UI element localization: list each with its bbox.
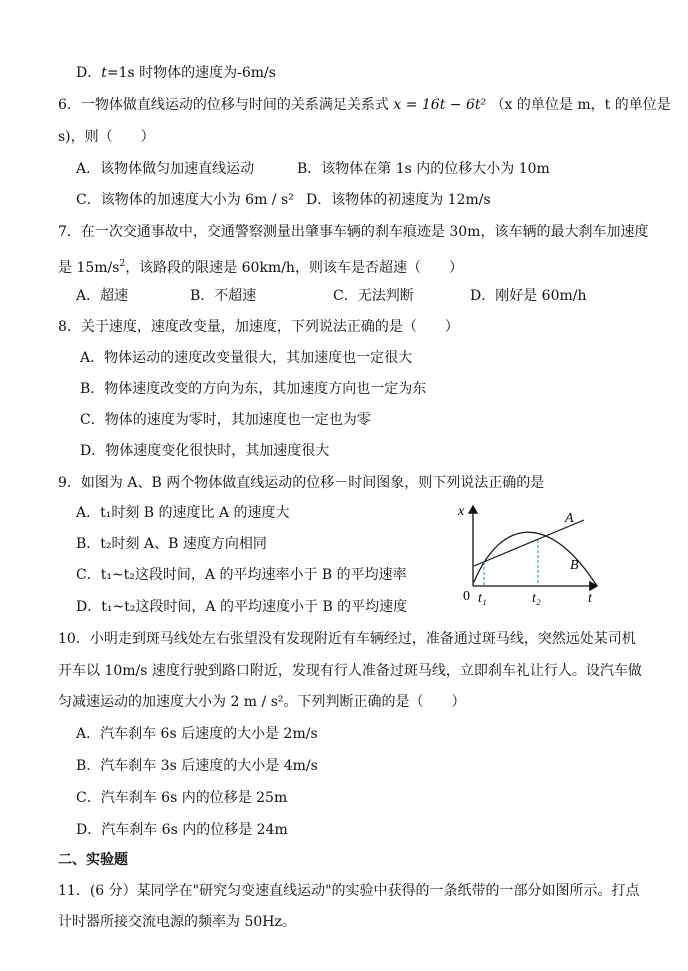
- q11-stem-cont: 计时器所接交流电源的频率为 50Hz。: [58, 914, 296, 930]
- q6-formula: x = 16t − 6t²: [393, 97, 487, 113]
- origin-label: 0: [463, 589, 470, 604]
- q8-option-d: D．物体速度变化很快时，其加速度很大: [80, 443, 330, 459]
- q6-option-a: A．该物体做匀加速直线运动: [76, 161, 255, 177]
- t1-label: t₁: [478, 591, 487, 606]
- q7-option-c: C．无法判断: [333, 288, 414, 304]
- xt-graph: [450, 498, 610, 610]
- q9-option-d: D．t₁~t₂这段时间，A 的平均速度小于 B 的平均速度: [76, 599, 408, 615]
- q7-option-a: A．超速: [76, 288, 129, 304]
- q10-option-a: A．汽车刹车 6s 后速度的大小是 2m/s: [76, 726, 318, 742]
- line-a: [474, 520, 584, 566]
- q6-stem: 6．一物体做直线运动的位移与时间的关系满足关系式 x = 16t − 6t² （x 的单位是 m，t 的单位是: [58, 97, 671, 113]
- q8-stem: 8．关于速度，速度改变量，加速度，下列说法正确的是（ ）: [58, 319, 459, 335]
- x-axis-label: t: [588, 591, 592, 606]
- y-axis-label: x: [458, 504, 465, 519]
- q6-option-b: B．该物体在第 1s 内的位移大小为 10m: [297, 161, 550, 177]
- q7-option-d: D．刚好是 60m/h: [470, 288, 587, 304]
- q10-option-d: D．汽车刹车 6s 内的位移是 24m: [76, 822, 288, 838]
- q10-option-c: C．汽车刹车 6s 内的位移是 25m: [76, 790, 288, 806]
- t2-label: t₂: [532, 591, 541, 606]
- q6-stem-cont: s)，则（ ）: [58, 129, 155, 145]
- q10-stem-cont1: 开车以 10m/s 速度行驶到路口附近，发现有行人准备过斑马线，立即刹车礼让行人。设汽车做: [58, 663, 642, 679]
- curve-b-label: B: [570, 558, 579, 573]
- q9-option-a: A．t₁时刻 B 的速度比 A 的速度大: [76, 505, 290, 521]
- q10-stem: 10．小明走到斑马线处左右张望没有发现附近有车辆经过，准备通过斑马线，突然远处某司机: [58, 631, 636, 647]
- q7-option-b: B．不超速: [190, 288, 257, 304]
- line-a-label: A: [565, 511, 574, 526]
- q7-stem-cont: 是 $15m/s^2$，该路段的限速是 60km/h，则该车是否超速（ ）: [58, 259, 463, 276]
- q11-stem: 11．(6 分）某同学在"研究匀变速直线运动"的实验中获得的一条纸带的一部分如图所示。打点: [58, 883, 640, 899]
- q8-option-b: B．物体速度改变的方向为东，其加速度方向也一定为东: [80, 381, 427, 397]
- q7-stem: 7．在一次交通事故中，交通警察测量出肇事车辆的刹车痕迹是 30m，该车辆的最大刹车加速度: [58, 224, 649, 240]
- q6-option-d: D．该物体的初速度为 12m/s: [306, 192, 491, 208]
- q8-option-c: C．物体的速度为零时，其加速度也一定也为零: [80, 412, 371, 428]
- q9-option-c: C．t₁~t₂这段时间，A 的平均速率小于 B 的平均速率: [76, 567, 407, 583]
- q10-option-b: B．汽车刹车 3s 后速度的大小是 4m/s: [76, 758, 318, 774]
- q9-stem: 9．如图为 A、B 两个物体做直线运动的位移－时间图象，则下列说法正确的是: [58, 475, 545, 491]
- q9-option-b: B．t₂时刻 A、B 速度方向相同: [76, 536, 267, 552]
- q10-stem-cont2: 匀减速运动的加速度大小为 2 m / s²。下列判断正确的是（ ）: [58, 694, 466, 710]
- q5-option-d: D．t=1s 时物体的速度为-6m/s: [76, 65, 276, 81]
- q6-option-c: C．该物体的加速度大小为 6m / s²: [76, 192, 294, 208]
- section-heading: 二、实验题: [58, 852, 128, 868]
- q8-option-a: A．物体运动的速度改变量很大，其加速度也一定很大: [80, 350, 413, 366]
